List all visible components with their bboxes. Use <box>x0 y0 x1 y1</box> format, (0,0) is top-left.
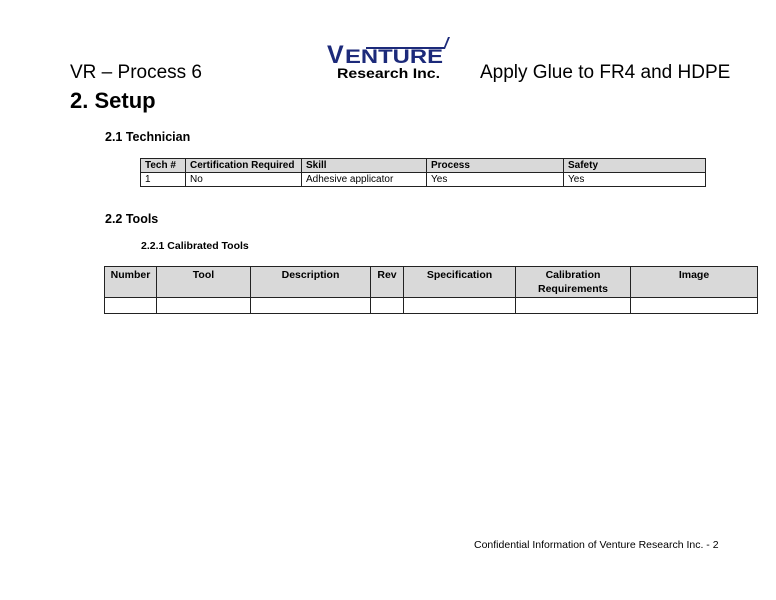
cell-number <box>105 298 157 314</box>
cell-specification <box>404 298 516 314</box>
footer-confidential: Confidential Information of Venture Research Inc. - 2 <box>474 539 719 551</box>
col-process: Process <box>427 159 564 173</box>
technician-table <box>140 158 706 187</box>
cell-description <box>251 298 371 314</box>
cell-image <box>631 298 758 314</box>
col-tech-number: Tech # <box>141 159 186 173</box>
logo-brand-top: ENTURE <box>345 47 443 68</box>
technician-heading: 2.1 Technician <box>105 130 191 144</box>
page-title: 2. Setup <box>70 88 156 113</box>
table-row <box>141 173 706 187</box>
col-rev: Rev <box>371 267 404 298</box>
tools-heading: 2.2 Tools <box>105 212 159 226</box>
col-description: Description <box>251 267 371 298</box>
cell-tech-number: 1 <box>141 173 186 187</box>
col-image: Image <box>631 267 758 298</box>
col-tool: Tool <box>157 267 251 298</box>
process-description: Apply Glue to FR4 and HDPE <box>480 62 731 83</box>
col-safety: Safety <box>564 159 706 173</box>
process-title: VR – Process 6 <box>70 62 202 83</box>
cell-tool <box>157 298 251 314</box>
col-number: Number <box>105 267 157 298</box>
company-logo <box>326 34 450 80</box>
calibrated-tools-table <box>104 266 758 314</box>
table-row <box>105 298 758 314</box>
calibrated-tools-heading: 2.2.1 Calibrated Tools <box>141 240 249 252</box>
cell-safety: Yes <box>564 173 706 187</box>
col-skill: Skill <box>302 159 427 173</box>
col-certification: Certification Required <box>186 159 302 173</box>
table-header-row <box>141 159 706 173</box>
cell-skill: Adhesive applicator <box>302 173 427 187</box>
logo-brand-bottom: Research Inc. <box>337 66 440 80</box>
table-header-row <box>105 267 758 298</box>
cell-calibration-requirements <box>516 298 631 314</box>
col-specification: Specification <box>404 267 516 298</box>
venture-logo-graphic <box>326 34 450 80</box>
cell-certification: No <box>186 173 302 187</box>
col-calibration-requirements: Calibration Requirements <box>516 267 631 298</box>
cell-rev <box>371 298 404 314</box>
logo-v-letter: V <box>327 41 344 69</box>
cell-process: Yes <box>427 173 564 187</box>
